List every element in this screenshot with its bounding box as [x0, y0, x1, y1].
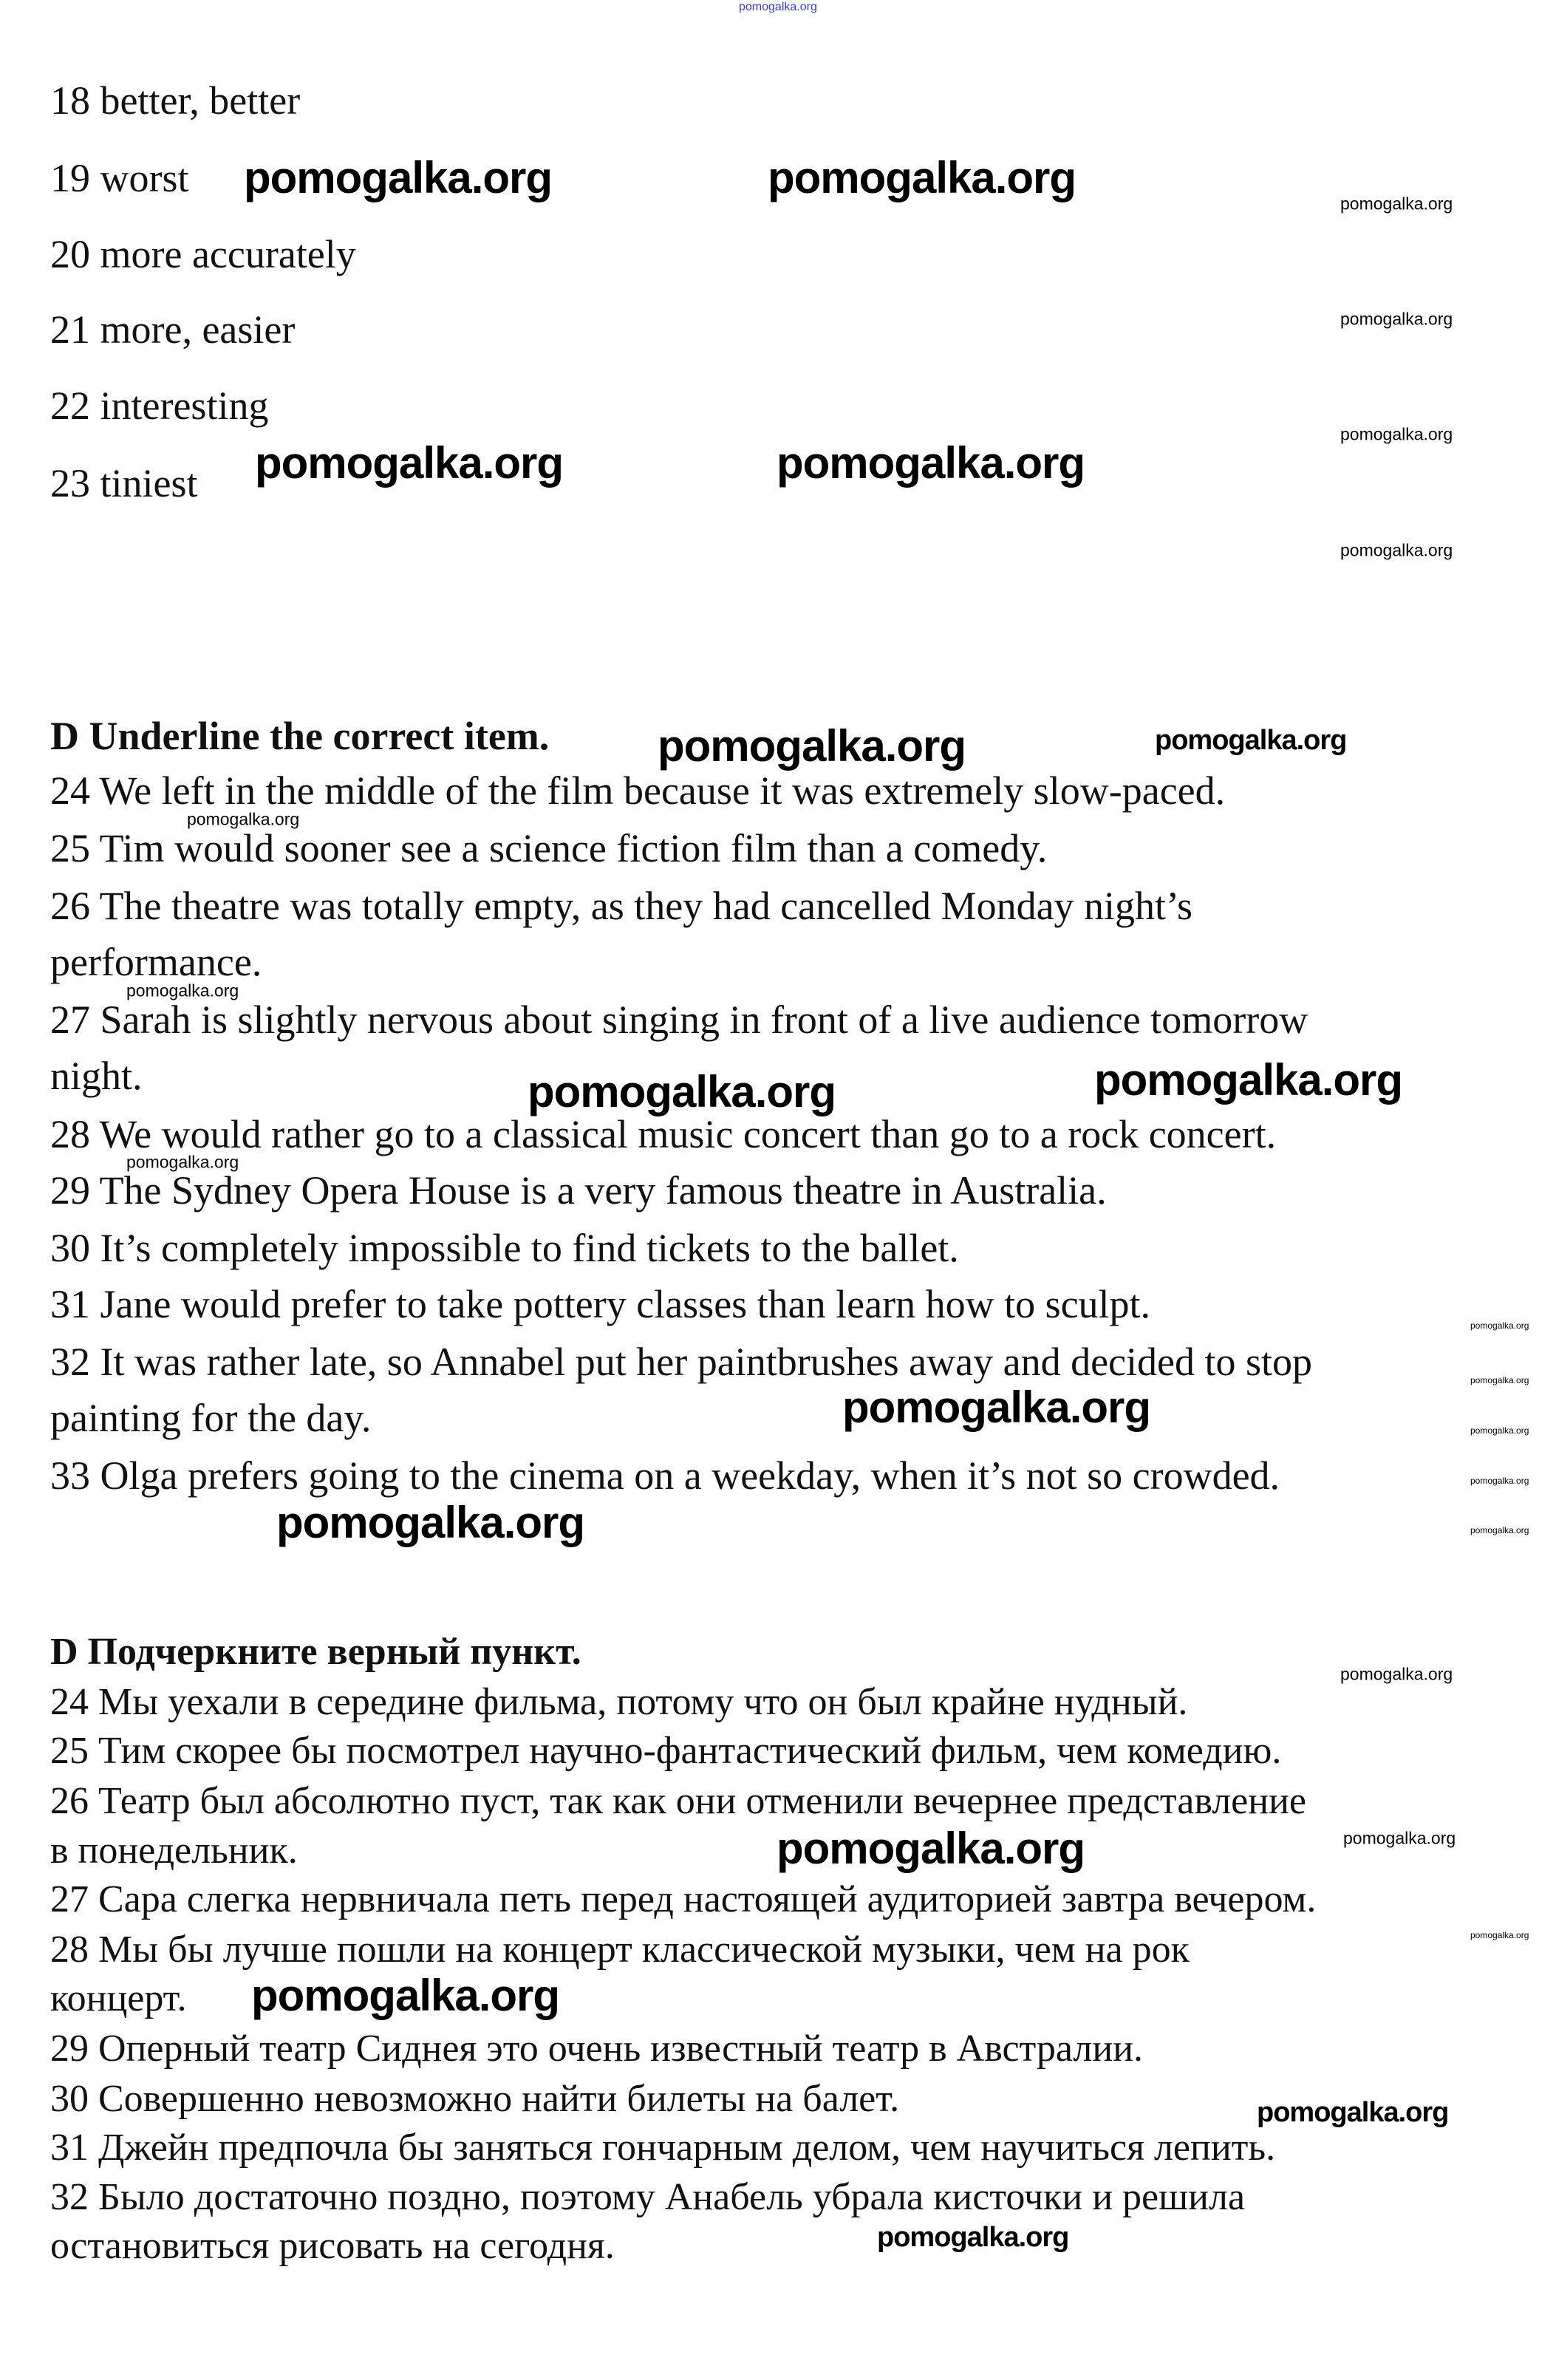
watermark-text: pomogalka.org [768, 153, 1076, 202]
watermark-text: pomogalka.org [255, 438, 564, 488]
exercise-line-en: painting for the day. [50, 1396, 372, 1440]
watermark-text: pomogalka.org [126, 1152, 239, 1172]
watermark-text: pomogalka.org [1470, 1476, 1529, 1486]
exercise-line-ru: концерт. [50, 1977, 187, 2019]
watermark-text: pomogalka.org [1155, 725, 1347, 756]
exercise-line-ru: 29 Оперный театр Сиднея это очень известный театр в Австралии. [50, 2028, 1144, 2070]
watermark-text: pomogalka.org [777, 1824, 1085, 1873]
exercise-line-ru: 27 Сара слегка нервничала петь перед настоящей аудиторией завтра вечером. [50, 1878, 1317, 1920]
answer-line: 23 tiniest [50, 461, 198, 505]
watermark-text: pomogalka.org [658, 721, 966, 771]
watermark-text: pomogalka.org [187, 809, 300, 829]
exercise-line-ru: 28 Мы бы лучше пошли на концерт классической музыки, чем на рок [50, 1929, 1190, 1971]
exercise-line-en: 29 The Sydney Opera House is a very famous theatre in Australia. [50, 1168, 1107, 1213]
watermark-text: pomogalka.org [1470, 1375, 1529, 1385]
watermark-text: pomogalka.org [1257, 2097, 1449, 2128]
watermark-text: pomogalka.org [1470, 1930, 1529, 1940]
exercise-line-ru: 31 Джейн предпочла бы заняться гончарным делом, чем научиться лепить. [50, 2127, 1276, 2169]
exercise-line-en: 26 The theatre was totally empty, as they had cancelled Monday night’s [50, 884, 1193, 928]
exercise-line-ru: 24 Мы уехали в середине фильма, потому что он был крайне нудный. [50, 1681, 1188, 1723]
exercise-line-ru: 32 Было достаточно поздно, поэтому Анабель убрала кисточки и решила [50, 2176, 1246, 2218]
watermark-text: pomogalka.org [777, 438, 1085, 488]
exercise-line-en: 31 Jane would prefer to take pottery classes than learn how to sculpt. [50, 1282, 1151, 1326]
exercise-line-en: 27 Sarah is slightly nervous about singing in front of a live audience tomorrow [50, 998, 1308, 1042]
exercise-line-ru: 26 Театр был абсолютно пуст, так как они отменили вечернее представление [50, 1780, 1306, 1822]
watermark-text: pomogalka.org [1340, 424, 1453, 444]
watermark-text: pomogalka.org [1340, 194, 1453, 214]
exercise-line-en: 33 Olga prefers going to the cinema on a weekday, when it’s not so crowded. [50, 1453, 1280, 1498]
watermark-text: pomogalka.org [1470, 1525, 1529, 1535]
answer-line: 18 better, better [50, 78, 301, 123]
exercise-line-ru: остановиться рисовать на сегодня. [50, 2225, 615, 2267]
answer-line: 21 more, easier [50, 307, 296, 352]
watermark-text: pomogalka.org [1340, 309, 1453, 329]
watermark-text: pomogalka.org [1340, 540, 1453, 560]
watermark-text: pomogalka.org [739, 1, 817, 13]
section-heading-ru: D Подчеркните верный пункт. [50, 1631, 581, 1673]
exercise-line-en: 24 We left in the middle of the film because it was extremely slow-paced. [50, 768, 1226, 813]
exercise-line-en: night. [50, 1054, 143, 1098]
exercise-line-ru: 25 Тим скорее бы посмотрел научно-фантастический фильм, чем комедию. [50, 1730, 1282, 1772]
watermark-text: pomogalka.org [126, 981, 239, 1000]
watermark-text: pomogalka.org [1470, 1425, 1529, 1436]
watermark-text: pomogalka.org [244, 153, 553, 202]
answer-line: 20 more accurately [50, 232, 356, 276]
watermark-text: pomogalka.org [1470, 1320, 1529, 1331]
exercise-line-ru: в понедельник. [50, 1830, 298, 1872]
watermark-text: pomogalka.org [877, 2222, 1069, 2253]
watermark-text: pomogalka.org [1094, 1055, 1403, 1105]
watermark-text: pomogalka.org [842, 1382, 1151, 1432]
section-heading-en: D Underline the correct item. [50, 714, 550, 758]
exercise-line-en: performance. [50, 940, 262, 984]
exercise-line-en: 30 It’s completely impossible to find tickets to the ballet. [50, 1226, 959, 1270]
watermark-text: pomogalka.org [1340, 1664, 1453, 1684]
watermark-text: pomogalka.org [276, 1498, 585, 1547]
exercise-line-ru: 30 Совершенно невозможно найти билеты на балет. [50, 2078, 900, 2120]
watermark-text: pomogalka.org [528, 1067, 836, 1116]
answer-line: 22 interesting [50, 383, 269, 428]
exercise-line-en: 28 We would rather go to a classical music concert than go to a rock concert. [50, 1112, 1277, 1156]
exercise-line-en: 25 Tim would sooner see a science fiction film than a comedy. [50, 826, 1048, 870]
exercise-line-en: 32 It was rather late, so Annabel put her paintbrushes away and decided to stop [50, 1340, 1313, 1384]
watermark-text: pomogalka.org [1343, 1828, 1456, 1848]
answer-line: 19 worst [50, 156, 189, 200]
watermark-text: pomogalka.org [251, 1971, 560, 2020]
